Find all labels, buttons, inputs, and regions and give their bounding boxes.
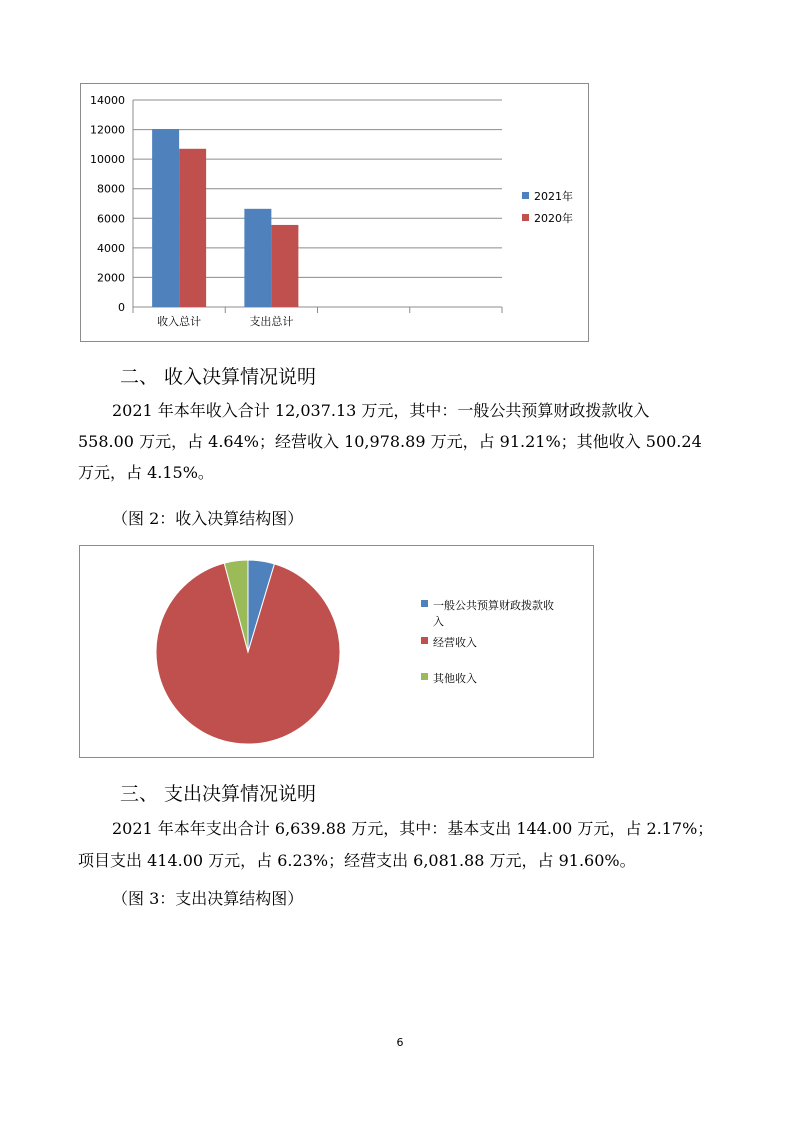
bar [152, 129, 179, 307]
income-text-line-2: 558.00 万元，占 4.64%；经营收入 10,978.89 万元，占 91.21%；其他收入 500.24 [78, 432, 702, 451]
expense-heading: 三、 支出决算情况说明 [120, 783, 317, 805]
income-text-line-3: 万元，占 4.15%。 [78, 463, 214, 482]
legend-swatch [421, 600, 428, 607]
y-tick-label: 8000 [97, 182, 125, 196]
bar-chart-plot [81, 84, 590, 343]
legend-swatch [421, 673, 428, 680]
legend-label: 其他收入 [433, 672, 477, 685]
x-tick-label: 收入总计 [157, 315, 202, 328]
bar [244, 209, 271, 307]
legend-swatch [421, 637, 428, 644]
y-tick-label: 12000 [90, 123, 125, 137]
income-text-line-1: 2021 年本年收入合计 12,037.13 万元，其中：一般公共预算财政拨款收入 [112, 401, 650, 420]
x-tick-label: 支出总计 [249, 315, 294, 328]
income-chart-caption: （图 2：收入决算结构图） [112, 509, 304, 528]
legend-label-wrap: 入 [433, 615, 444, 628]
pie-chart-plot [80, 546, 595, 759]
expense-text-line-1: 2021 年本年支出合计 6,639.88 万元，其中：基本支出 144.00 万元，占 2.17%； [112, 819, 714, 838]
bar [271, 225, 298, 307]
bar [179, 149, 206, 307]
legend-label: 2021年 [534, 190, 573, 203]
y-tick-label: 2000 [97, 271, 125, 285]
legend-swatch [522, 192, 529, 199]
pie-chart [79, 545, 594, 758]
page-number: 6 [396, 1036, 404, 1049]
bar-chart [80, 83, 589, 342]
y-tick-label: 0 [118, 301, 125, 314]
legend-label: 经营收入 [433, 636, 477, 649]
expense-text-line-2: 项目支出 414.00 万元，占 6.23%；经营支出 6,081.88 万元，占 91.60%。 [78, 851, 636, 870]
y-tick-label: 14000 [90, 94, 125, 107]
legend-swatch [522, 214, 529, 221]
legend-label: 2020年 [534, 212, 573, 225]
legend-label: 一般公共预算财政拨款收 [433, 599, 554, 612]
expense-chart-caption: （图 3：支出决算结构图） [112, 889, 304, 908]
y-tick-label: 6000 [97, 212, 125, 226]
y-tick-label: 4000 [97, 241, 125, 255]
income-heading: 二、 收入决算情况说明 [120, 366, 317, 388]
y-tick-label: 10000 [90, 153, 125, 167]
